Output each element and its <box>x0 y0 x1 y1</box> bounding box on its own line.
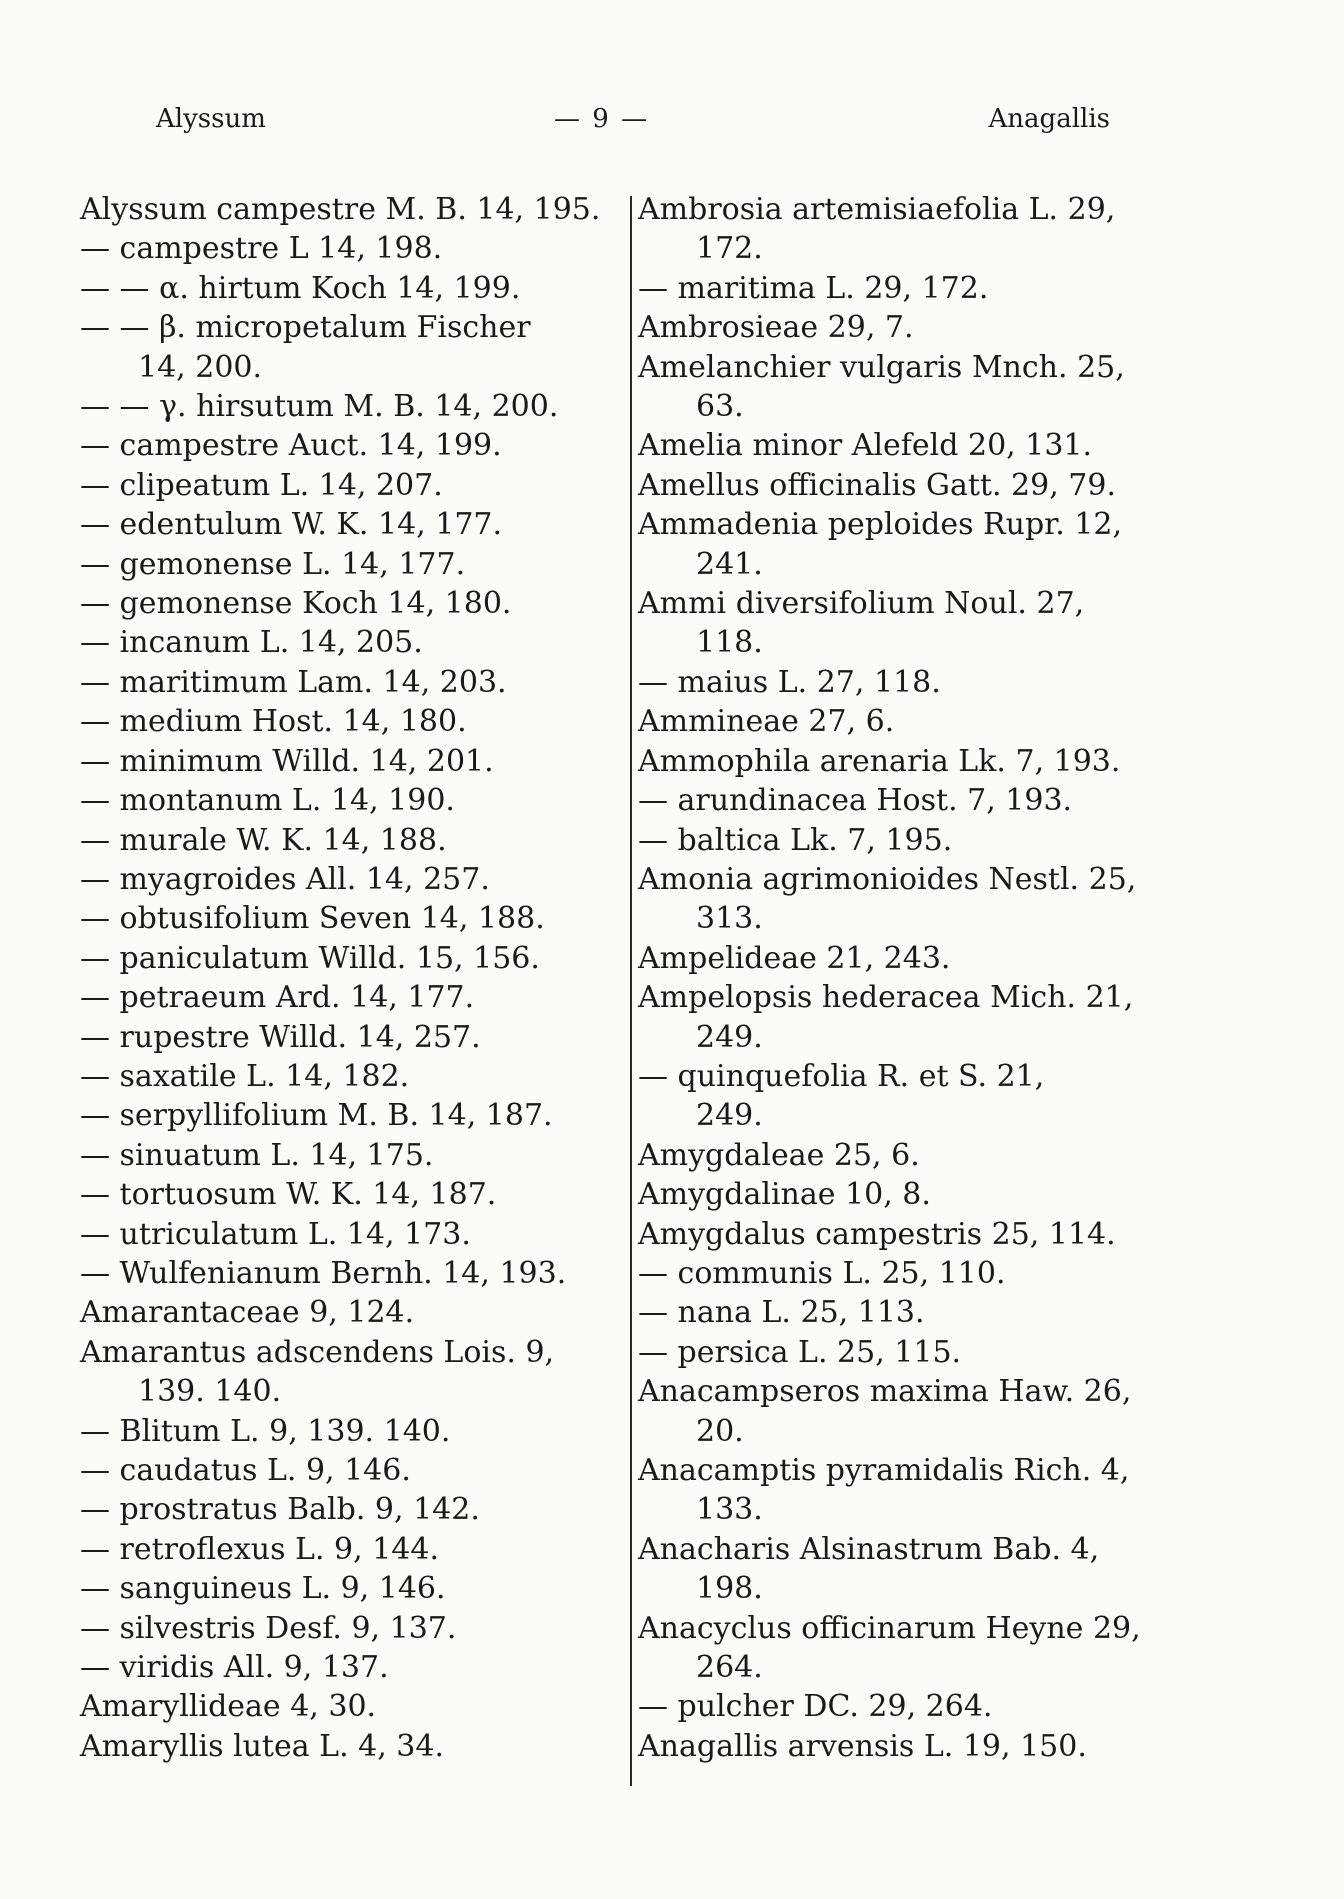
index-entry <box>638 348 1158 427</box>
entry-text: Ambrosia artemisiaefolia L. 29, <box>638 192 1116 227</box>
entry-text: — medium Host. 14, 180. <box>80 704 467 740</box>
index-entry <box>80 1018 620 1057</box>
entry-text: — sinuatum L. 14, 175. <box>80 1137 434 1173</box>
entry-text: Ammi diversifolium Noul. 27, <box>638 586 1085 622</box>
entry-text: Ammophila arenaria Lk. 7, 193. <box>638 743 1121 779</box>
entry-text: — paniculatum Willd. 15, 156. <box>80 940 540 976</box>
entry-continuation: 14, 200. <box>138 349 263 385</box>
header-left-keyword: Alyssum <box>156 104 266 134</box>
entry-text: — prostratus Balb. 9, 142. <box>80 1492 480 1528</box>
index-entry <box>80 1333 620 1412</box>
index-entry <box>80 1648 620 1687</box>
entry-text: — nana L. 25, 113. <box>638 1295 925 1331</box>
index-entry <box>80 1254 620 1293</box>
entry-text: Anagallis arvensis L. 19, 150. <box>638 1728 1087 1764</box>
index-entry <box>80 190 620 229</box>
index-entry <box>638 269 1158 308</box>
entry-continuation: 139. 140. <box>138 1374 282 1410</box>
entry-continuation: 249. <box>696 1098 763 1134</box>
entry-text: — serpyllifolium M. B. 14, 187. <box>80 1098 553 1134</box>
index-entry <box>638 1254 1158 1293</box>
index-entry <box>80 426 620 465</box>
entry-text: Ampelopsis hederacea Mich. 21, <box>638 980 1134 1016</box>
index-entry <box>638 821 1158 860</box>
entry-text: — — γ. hirsutum M. B. 14, 200. <box>80 389 559 425</box>
index-entry <box>638 663 1158 702</box>
index-entry <box>638 1175 1158 1214</box>
entry-text: — arundinacea Host. 7, 193. <box>638 783 1073 819</box>
entry-continuation: 133. <box>696 1492 763 1528</box>
column-divider <box>630 196 632 1786</box>
entry-continuation: 118. <box>696 625 763 661</box>
entry-text: — montanum L. 14, 190. <box>80 783 455 819</box>
entry-text: Amarantaceae 9, 124. <box>80 1295 415 1331</box>
index-entry <box>80 1687 620 1726</box>
entry-text: Amonia agrimonioides Nestl. 25, <box>638 861 1137 897</box>
index-entry <box>638 1333 1158 1372</box>
entry-text: Amaryllis lutea L. 4, 34. <box>80 1728 445 1764</box>
index-entry <box>80 623 620 662</box>
index-entry <box>80 1412 620 1451</box>
entry-text: — — α. hirtum Koch 14, 199. <box>80 270 521 306</box>
entry-text: — Blitum L. 9, 139. 140. <box>80 1413 451 1449</box>
entry-continuation: 241. <box>696 546 763 582</box>
index-entry <box>80 1451 620 1490</box>
index-entry <box>80 742 620 781</box>
entry-continuation: 313. <box>696 901 763 937</box>
entry-text: — rupestre Willd. 14, 257. <box>80 1019 481 1055</box>
index-entry <box>80 1096 620 1135</box>
entry-text: — Wulfenianum Bernh. 14, 193. <box>80 1255 567 1291</box>
index-entry <box>638 308 1158 347</box>
entry-continuation: 264. <box>696 1650 763 1686</box>
entry-text: Alyssum campestre M. B. 14, 195. <box>80 192 601 227</box>
index-entry <box>80 702 620 741</box>
entry-text: — obtusifolium Seven 14, 188. <box>80 901 545 937</box>
entry-continuation: 20. <box>696 1413 744 1449</box>
index-entry <box>638 978 1158 1057</box>
entry-text: Amygdalus campestris 25, 114. <box>638 1216 1116 1252</box>
entry-text: — silvestris Desf. 9, 137. <box>80 1610 457 1646</box>
entry-text: Amaryllideae 4, 30. <box>80 1689 377 1725</box>
entry-text: — pulcher DC. 29, 264. <box>638 1689 993 1725</box>
entry-text: Anacharis Alsinastrum Bab. 4, <box>638 1531 1100 1567</box>
entry-text: — tortuosum W. K. 14, 187. <box>80 1177 497 1213</box>
index-entry <box>80 1175 620 1214</box>
index-entry <box>638 505 1158 584</box>
index-entry <box>638 1057 1158 1136</box>
entry-text: Ampelideae 21, 243. <box>638 940 951 976</box>
entry-text: — campestre Auct. 14, 199. <box>80 428 502 464</box>
entry-text: — quinquefolia R. et S. 21, <box>638 1058 1045 1094</box>
index-entry <box>80 229 620 268</box>
entry-text: Amelanchier vulgaris Mnch. 25, <box>638 349 1125 385</box>
entry-text: Amellus officinalis Gatt. 29, 79. <box>638 467 1116 503</box>
running-header <box>150 104 1110 144</box>
entry-text: — baltica Lk. 7, 195. <box>638 822 953 858</box>
index-entry <box>80 545 620 584</box>
entry-text: — myagroides All. 14, 257. <box>80 861 490 897</box>
entry-text: — saxatile L. 14, 182. <box>80 1058 410 1094</box>
index-entry <box>638 190 1158 269</box>
entry-text: — — β. micropetalum Fischer <box>80 310 531 346</box>
index-column-left <box>80 190 620 1766</box>
index-entry <box>80 1530 620 1569</box>
index-entry <box>80 860 620 899</box>
entry-text: — caudatus L. 9, 146. <box>80 1453 411 1488</box>
entry-continuation: 172. <box>696 231 763 267</box>
entry-text: Amygdaleae 25, 6. <box>638 1137 920 1173</box>
entry-continuation: 249. <box>696 1019 763 1055</box>
entry-text: — edentulum W. K. 14, 177. <box>80 507 503 543</box>
entry-text: — clipeatum L. 14, 207. <box>80 467 443 503</box>
index-entry <box>638 1293 1158 1332</box>
index-column-right <box>638 190 1158 1766</box>
index-entry <box>638 1727 1158 1766</box>
index-entry <box>638 939 1158 978</box>
index-entry <box>638 584 1158 663</box>
index-entry <box>80 1490 620 1529</box>
header-right-keyword: Anagallis <box>988 104 1110 134</box>
index-entry <box>80 939 620 978</box>
index-entry <box>638 781 1158 820</box>
entry-text: Anacyclus officinarum Heyne 29, <box>638 1610 1141 1646</box>
entry-continuation: 63. <box>696 389 744 425</box>
entry-text: — murale W. K. 14, 188. <box>80 822 447 858</box>
index-entry <box>638 1609 1158 1688</box>
entry-text: Ambrosieae 29, 7. <box>638 310 914 346</box>
entry-text: — sanguineus L. 9, 146. <box>80 1571 446 1607</box>
entry-text: — viridis All. 9, 137. <box>80 1650 389 1686</box>
entry-text: Anacampseros maxima Haw. 26, <box>638 1374 1132 1410</box>
index-entry <box>80 466 620 505</box>
entry-text: Anacamptis pyramidalis Rich. 4, <box>638 1453 1130 1488</box>
index-entry <box>638 1372 1158 1451</box>
index-entry <box>80 978 620 1017</box>
entry-text: — persica L. 25, 115. <box>638 1334 962 1370</box>
index-entry <box>638 466 1158 505</box>
entry-text: — gemonense Koch 14, 180. <box>80 586 512 622</box>
entry-text: — utriculatum L. 14, 173. <box>80 1216 471 1252</box>
index-entry <box>638 702 1158 741</box>
index-entry <box>638 1687 1158 1726</box>
index-entry <box>638 742 1158 781</box>
index-entry <box>80 1136 620 1175</box>
entry-continuation: 198. <box>696 1571 763 1607</box>
entry-text: — minimum Willd. 14, 201. <box>80 743 494 779</box>
index-entry <box>80 269 620 308</box>
index-entry <box>638 1530 1158 1609</box>
index-entry <box>80 1057 620 1096</box>
index-entry <box>80 505 620 544</box>
index-entry <box>80 308 620 387</box>
index-entry <box>80 1609 620 1648</box>
index-entry <box>638 426 1158 465</box>
index-entry <box>638 1136 1158 1175</box>
index-entry <box>80 1569 620 1608</box>
entry-text: — maius L. 27, 118. <box>638 664 941 700</box>
entry-text: — campestre L 14, 198. <box>80 231 443 267</box>
index-entry <box>638 1451 1158 1530</box>
index-entry <box>638 860 1158 939</box>
index-entry <box>80 584 620 623</box>
index-entry <box>80 387 620 426</box>
index-entry <box>80 781 620 820</box>
index-entry <box>80 663 620 702</box>
index-entry <box>80 1215 620 1254</box>
entry-text: — petraeum Ard. 14, 177. <box>80 980 475 1016</box>
index-entry <box>80 1293 620 1332</box>
entry-text: — gemonense L. 14, 177. <box>80 546 466 582</box>
entry-text: — maritima L. 29, 172. <box>638 270 989 306</box>
entry-text: Ammadenia peploides Rupr. 12, <box>638 507 1122 543</box>
entry-text: Amygdalinae 10, 8. <box>638 1177 931 1213</box>
index-entry <box>638 1215 1158 1254</box>
entry-text: Ammineae 27, 6. <box>638 704 895 740</box>
entry-text: — retroflexus L. 9, 144. <box>80 1531 439 1567</box>
index-entry <box>80 899 620 938</box>
entry-text: Amarantus adscendens Lois. 9, <box>80 1334 555 1370</box>
entry-text: — incanum L. 14, 205. <box>80 625 423 661</box>
entry-text: Amelia minor Alefeld 20, 131. <box>638 428 1093 464</box>
page-number: — 9 — <box>554 104 650 134</box>
entry-text: — maritimum Lam. 14, 203. <box>80 664 507 700</box>
entry-text: — communis L. 25, 110. <box>638 1255 1006 1291</box>
index-entry <box>80 821 620 860</box>
index-entry <box>80 1727 620 1766</box>
